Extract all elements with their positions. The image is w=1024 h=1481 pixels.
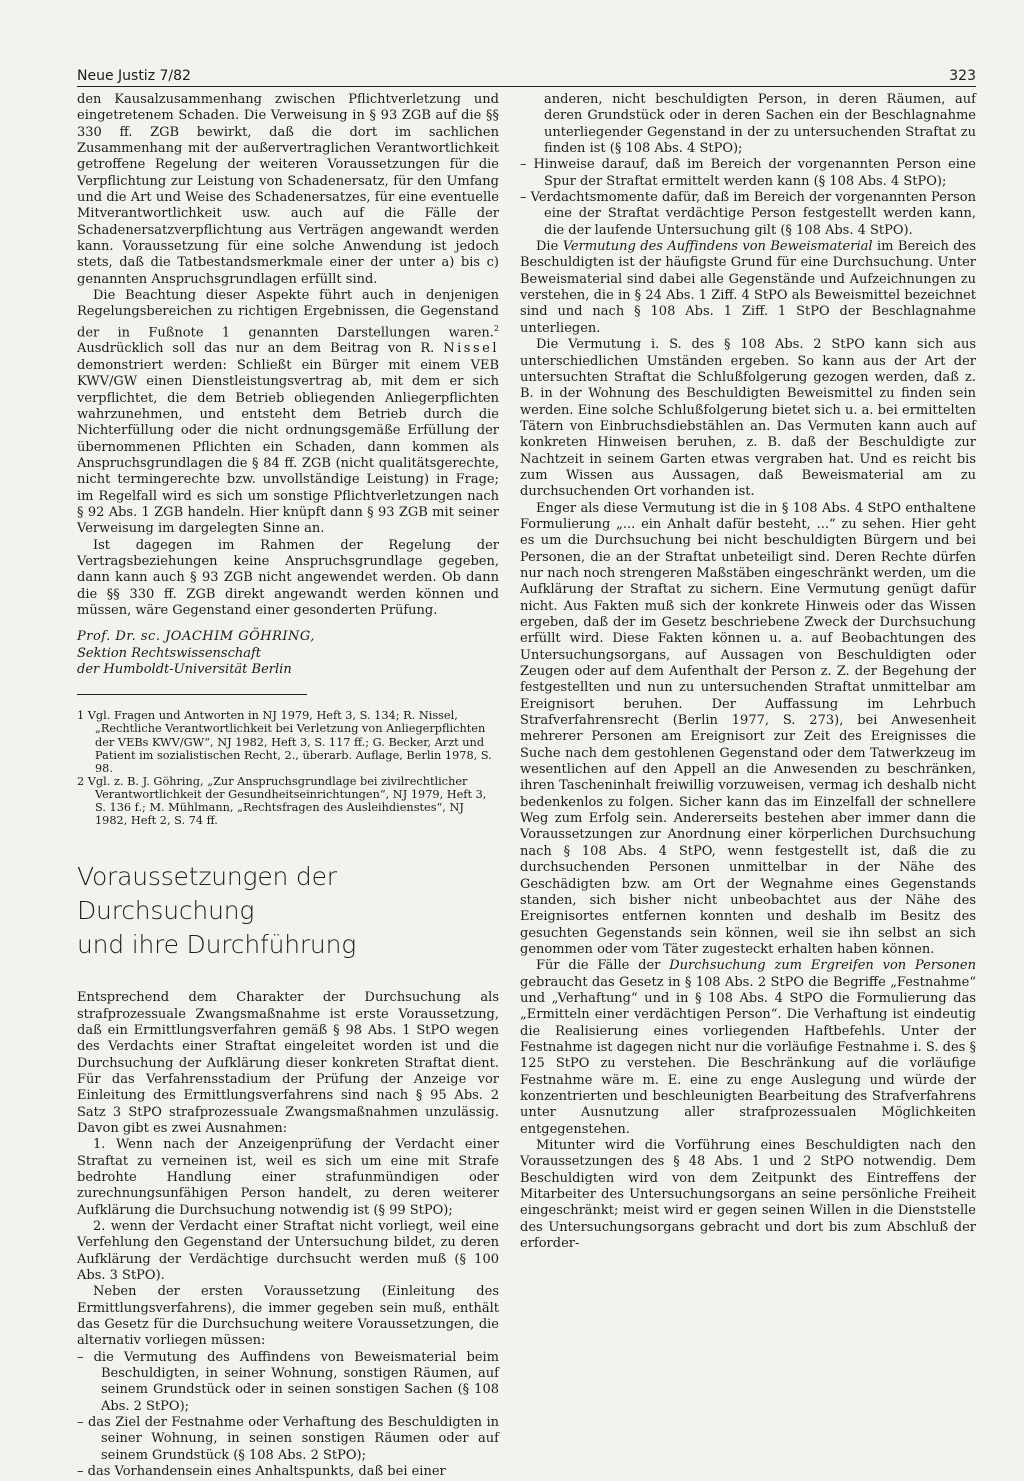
journal-issue: Neue Justiz 7/82 <box>77 68 191 84</box>
text-run: Für die Fälle der <box>536 958 670 974</box>
paragraph <box>77 288 499 537</box>
footnote-divider <box>77 694 307 695</box>
signature-name: Prof. Dr. sc. JOACHIM GÖHRING, <box>77 629 315 645</box>
paragraph <box>520 958 976 1138</box>
title-line: Voraussetzungen der Durchsuchung <box>77 862 337 926</box>
paragraph: Neben der ersten Voraussetzung (Einleitung des Ermittlungsverfahrens), die immer gegeben sein muß, enthält das Gesetz für die Durchsuchung weitere Voraussetzungen, die alternativ vorliegen müssen: <box>77 1284 499 1349</box>
footnote: 2 Vgl. z. B. J. Göhring, „Zur Anspruchsgrundlage bei zivilrechtlicher Verantwortlichkeit der Gesundheitseinrichtungen“, NJ 1979, Heft 3, S. 136 f.; M. Mühlmann, „Rechtsfragen des Ausleihdienstes“, NJ 1982, Heft 2, S. 74 ff. <box>77 774 487 828</box>
list-item: – Hinweise darauf, daß im Bereich der vorgenannten Person eine Spur der Straftat ermittelt werden kann (§ 108 Abs. 4 StPO); <box>520 157 976 189</box>
emphasis: Durchsuchung zum Ergreifen von Personen <box>669 958 976 974</box>
text-run: Die <box>536 239 563 255</box>
text-run: im Bereich des Beschuldigten ist der häufigste Grund für eine Durchsuchung. Unter Beweismaterial sind dabei alle Gegenstände und Aufzeichnungen zu verstehen, die in § 24 Abs. 1 Ziff. 4 StPO als Beweismittel bezeichnet sind und nach § 108 Abs. 1 Ziff. 1 StPO der Beschlagnahme unterliegen. <box>520 239 976 336</box>
paragraph <box>520 239 976 337</box>
footnote: 1 Vgl. Fragen und Antworten in NJ 1979, Heft 3, S. 134; R. Nissel, „Rechtliche Verantwortlichkeit bei Verletzung von Anliegerpflichten der VEBs KWV/GW“, NJ 1982, Heft 3, S. 117 ff.; G. Becker, Arzt und Patient im sozialistischen Recht, 2., überarb. Auflage, Berlin 1978, S. 98. <box>77 709 492 775</box>
emphasis: Vermutung des Auffindens von Beweismaterial <box>562 239 873 255</box>
page-header <box>77 62 976 87</box>
signature-institution: der Humboldt-Universität Berlin <box>77 662 292 678</box>
paragraph: Mitunter wird die Vorführung eines Beschuldigten nach den Voraussetzungen des § 48 Abs. 1 und 2 StPO notwendig. Dem Beschuldigten wird von dem Zeitpunkt des Eintreffens der Mitarbeiter des Untersuchungsorgans an seine persönliche Freiheit eingeschränkt; meist wird er gegen seinen Willen in die Dienststelle des Untersuchungsorgans gebracht und dort bis zum Abschluß der erforder- <box>520 1138 976 1252</box>
author-name: Nissel <box>443 341 499 357</box>
title-line: und ihre Durchführung <box>77 930 357 960</box>
text-run: gebraucht das Gesetz in § 108 Abs. 2 StPO die Begriffe „Festnahme“ und „Verhaftung“ und in § 108 Abs. 4 StPO die Formulierung das „Ermitteln einer verdächtigen Person“. Die Verhaftung ist eindeutig die Realisierung eines vorliegenden Haftbefehls. Unter der Festnahme ist dagegen nicht nur die vorläufige Festnahme i. S. des § 125 StPO zu verstehen. Die Beschränkung auf die vorläufige Festnahme wäre m. E. eine zu enge Auslegung und würde der konzentrierten und beschleunigten Bearbeitung des Strafverfahrens unter Ausnutzung aller strafprozessualen Möglichkeiten entgegenstehen. <box>520 974 976 1137</box>
text-run: Ausdrücklich soll das nur an dem Beitrag von R. <box>77 341 435 357</box>
paragraph: 2. wenn der Verdacht einer Straftat nicht vorliegt, weil eine Verfehlung den Gegenstand der Untersuchung bildet, zu deren Aufklärung der Verdächtige durchsucht werden muß (§ 100 Abs. 3 StPO). <box>77 1219 499 1284</box>
paragraph: Ist dagegen im Rahmen der Regelung der Vertragsbeziehungen keine Anspruchsgrundlage gegeben, dann kann auch § 93 ZGB nicht angewendet werden. Ob dann die §§ 330 ff. ZGB direkt angewandt werden können und müssen, wäre Gegenstand einer gesonderten Prüfung. <box>77 537 499 618</box>
text-run: Die Beachtung dieser Aspekte führt auch in denjenigen Regelungsbereichen zu richtigen Ergebnissen, die Gegenstand der in Fußnote 1 genannten Darstellungen waren. <box>77 288 499 341</box>
paragraph: Enger als diese Vermutung ist die in § 108 Abs. 4 StPO enthaltene Formulierung „... ein Anhalt dafür besteht, ...“ zu sehen. Hier geht es um die Durchsuchung bei nicht beschuldigten Bürgern und bei Personen, die an der Straftat unbeteiligt sind. Deren Rechte dürfen nur nach noch strengeren Maßstäben eingeschränkt werden, um die Aufklärung der Straftat zu sichern. Eine Vermutung genügt dafür nicht. Aus Fakten muß sich der konkrete Hinweis oder das Wissen ergeben, daß der im Gesetz beschriebene Zweck der Durchsuchung erfüllt wird. Diese Fakten können u. a. auf Beobachtungen des Untersuchungsorgans, auf Aussagen von Beschuldigten oder Zeugen oder auf dem Aufenthalt der Person z. Z. der Begehung der festgestellten und nun zu untersuchenden Straftat unmittelbar am Ereignisort beruhen. Der Auffassung im Lehrbuch Strafverfahrensrecht (Berlin 1977, S. 273), bei Anwesenheit mehrerer Personen am Ereignisort zur Zeit des Ereignisses die Suche nach dem gestohlenen Gegenstand oder dem Tatwerkzeug im wesentlichen auf den Appell an die Anwesenden zu beschränken, ihren Tascheninhalt freiwillig vorzuweisen, vermag ich deshalb nicht bedenkenlos zu folgen. Sicher kann das im Einzelfall der schnellere Weg zum Erfolg sein. Andererseits bestehen aber immer dann die Voraussetzungen zur Anordnung einer körperlichen Durchsuchung nach § 108 Abs. 4 StPO, wenn festgestellt ist, daß die zu durchsuchenden Personen unmittelbar in der Nähe des Geschädigten bzw. am Ort der Wegnahme eines Gegenstands standen, sich bisher nicht unbeobachtet aus der Nähe des Ereignisortes entfernen konnten und deshalb im Besitz des gesuchten Gegenstands sein können, weil sie ihn selbst an sich genommen oder vom Täter zugesteckt erhalten haben können. <box>520 500 976 957</box>
article-title <box>77 860 499 962</box>
signature-affiliation: Sektion Rechtswissenschaft <box>77 645 262 661</box>
right-column <box>520 92 976 1252</box>
page-number: 323 <box>949 68 976 84</box>
paragraph: Die Vermutung i. S. des § 108 Abs. 2 StPO kann sich aus unterschiedlichen Umständen ergeben. So kann aus der Art der untersuchten Straftat die Schlußfolgerung gezogen werden, daß z. B. in der Wohnung des Beschuldigten Beweismittel zu finden sein werden. Eine solche Schlußfolgerung bietet sich u. a. bei ermittelten Tätern von Einbruchsdiebstählen an. Das Vermuten kann auch auf konkreten Hinweisen beruhen, z. B. daß der Beschuldigte zur Nachtzeit in seinem Garten etwas vergraben hat. Und es reicht bis zum Wissen aus Aussagen, daß Beweismaterial am zu durchsuchenden Ort vorhanden ist. <box>520 337 976 500</box>
paragraph: 1. Wenn nach der Anzeigenprüfung der Verdacht einer Straftat zu verneinen ist, weil es sich um eine mit Strafe bedrohte Handlung einer strafunmündigen oder zurechnungsunfähigen Person handelt, zu deren weiterer Aufklärung die Durchsuchung notwendig ist (§ 99 StPO); <box>77 1137 499 1218</box>
list-item: – Verdachtsmomente dafür, daß im Bereich der vorgenannten Person eine der Straftat verdächtige Person festgestellt werden kann, die der laufende Untersuchung gilt (§ 108 Abs. 4 StPO). <box>520 190 976 238</box>
list-item: – die Vermutung des Auffindens von Beweismaterial beim Beschuldigten, in seiner Wohnung, sonstigen Räumen, auf seinem Grundstück oder in seinen sonstigen Sachen (§ 108 Abs. 2 StPO); <box>77 1349 499 1414</box>
left-column <box>77 92 499 1481</box>
author-signature <box>77 629 499 678</box>
paragraph: den Kausalzusammenhang zwischen Pflichtverletzung und eingetretenem Schaden. Die Verweisung in § 93 ZGB auf die §§ 330 ff. ZGB bewirkt, daß die dort im sachlichen Zusammenhang mit der außervertraglichen Verantwortlichkeit getroffene Regelung der weiteren Voraussetzungen für die Verpflichtung zur Leistung von Schadenersatz, für den Umfang und die Art und Weise des Schadenersatzes, für eine eventuelle Mitverantwortlichkeit usw. auch auf die Fälle der Schadenersatzverpflichtung aus Verträgen angewandt werden kann. Voraussetzung für eine solche Anwendung ist jedoch stets, daß die Tatbestandsmerkmale einer der unter a) bis c) genannten Anspruchsgrundlagen erfüllt sind. <box>77 92 499 287</box>
list-item-continued: anderen, nicht beschuldigten Person, in deren Räumen, auf deren Grundstück oder in deren Sachen ein der Beschlagnahme unterliegender Gegenstand in der zu untersuchenden Straftat zu finden ist (§ 108 Abs. 4 StPO); <box>544 92 976 157</box>
text-run: demonstriert werden: Schließt ein Bürger mit einem VEB KWV/GW einen Dienstleistungsvertrag ab, mit dem er sich verpflichtet, die dem Betrieb obliegenden Anliegerpflichten wahrzunehmen, und entsteht dem Betrieb durch die Nichterfüllung oder die nicht ordnungsgemäße Erfüllung der übernommenen Pflichten ein Schaden, dann kommen als Anspruchsgrundlagen die § 84 ff. ZGB (nicht qualitätsgerechte, nicht termingerechte bzw. unvollständige Leistung) in Frage; im Regelfall wird es sich um sonstige Pflichtverletzungen nach § 92 Abs. 1 ZGB handeln. Hier knüpft dann § 93 ZGB mit seiner Verweisung im dargelegten Sinne an. <box>77 357 499 537</box>
list-item: – das Ziel der Festnahme oder Verhaftung des Beschuldigten in seiner Wohnung, in seinen sonstigen Räumen oder auf seinem Grundstück (§ 108 Abs. 2 StPO); <box>77 1415 499 1463</box>
footnote-ref: 2 <box>493 323 499 333</box>
paragraph: Entsprechend dem Charakter der Durchsuchung als strafprozessuale Zwangsmaßnahme ist erste Voraussetzung, daß ein Ermittlungsverfahren gemäß § 98 Abs. 1 StPO wegen des Verdachts einer Straftat eingeleitet worden ist und die Durchsuchung der Aufklärung dieser konkreten Straftat dient. Für das Verfahrensstadium der Prüfung der Anzeige vor Einleitung des Ermittlungsverfahrens sind nach § 95 Abs. 2 Satz 3 StPO strafprozessuale Zwangsmaßnahmen unzulässig. Davon gibt es zwei Ausnahmen: <box>77 990 499 1136</box>
list-item: – das Vorhandensein eines Anhaltspunkts, daß bei einer <box>77 1464 446 1480</box>
